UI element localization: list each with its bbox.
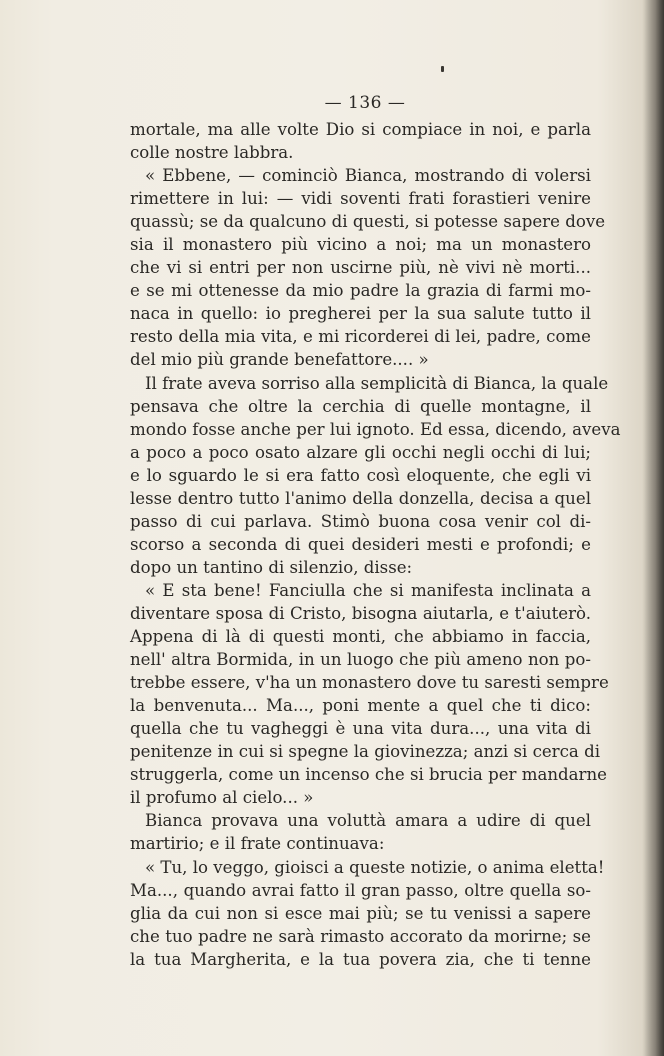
- text-line: nell' altra Bormida, in un luogo che più ameno non po-: [130, 650, 591, 670]
- text-line: mortale, ma alle volte Dio si compiace in noi, e parla: [130, 120, 591, 139]
- text-line: passo di cui parlava. Stimò buona cosa venir col di-: [130, 511, 591, 531]
- text-line: « Ebbene, — cominciò Bianca, mostrando di volersi: [145, 166, 591, 186]
- text-line: il profumo al cielo... »: [130, 788, 314, 808]
- text-line: Ma..., quando avrai fatto il gran passo, oltre quella so-: [130, 880, 591, 900]
- text-line: Appena di là di questi monti, che abbiamo in faccia,: [130, 627, 591, 647]
- text-line: struggerla, come un incenso che si brucia per mandarne: [130, 765, 607, 785]
- text-line: del mio più grande benefattore.... »: [130, 350, 429, 370]
- body-text: [130, 118, 621, 971]
- page-number: — 136 —: [324, 93, 406, 113]
- text-line: che vi si entri per non uscirne più, nè vivi nè morti...: [130, 258, 591, 278]
- text-line: Il frate aveva sorriso alla semplicità di Bianca, la quale: [145, 373, 609, 393]
- text-line: che tuo padre ne sarà rimasto accorato da morirne; se: [130, 926, 591, 946]
- text-line: a poco a poco osato alzare gli occhi negli occhi di lui;: [130, 442, 591, 462]
- text-line: la benvenuta... Ma..., poni mente a quel che ti dico:: [130, 696, 591, 716]
- ink-speck: [441, 66, 444, 72]
- text-line: colle nostre labbra.: [130, 143, 294, 163]
- text-line: penitenze in cui si spegne la giovinezza; anzi si cerca di: [130, 742, 601, 762]
- text-line: dopo un tantino di silenzio, disse:: [130, 557, 413, 577]
- text-line: sia il monastero più vicino a noi; ma un monastero: [130, 235, 591, 255]
- text-line: rimettere in lui: — vidi soventi frati forastieri venire: [130, 189, 591, 209]
- text-line: « E sta bene! Fanciulla che si manifesta inclinata a: [145, 580, 591, 600]
- page-edge-shadow: [642, 0, 664, 1056]
- text-line: « Tu, lo veggo, gioisci a queste notizie, o anima eletta!: [145, 857, 605, 877]
- text-line: resto della mia vita, e mi ricorderei di lei, padre, come: [130, 327, 591, 347]
- text-line: naca in quello: io pregherei per la sua salute tutto il: [130, 304, 591, 324]
- text-line: e lo sguardo le si era fatto così eloquente, che egli vi: [130, 465, 591, 485]
- text-line: e se mi ottenesse da mio padre la grazia di farmi mo-: [130, 281, 591, 301]
- text-line: Bianca provava una voluttà amara a udire di quel: [145, 811, 591, 831]
- text-line: mondo fosse anche per lui ignoto. Ed essa, dicendo, aveva: [130, 419, 621, 439]
- text-line: martirio; e il frate continuava:: [130, 834, 385, 854]
- text-line: glia da cui non si esce mai più; se tu venissi a sapere: [130, 903, 591, 923]
- text-line: scorso a seconda di quei desideri mesti e profondi; e: [130, 534, 591, 554]
- text-line: quassù; se da qualcuno di questi, si potesse sapere dove: [130, 212, 606, 232]
- text-line: diventare sposa di Cristo, bisogna aiutarla, e t'aiuterò.: [130, 603, 591, 623]
- text-line: quella che tu vagheggi è una vita dura..., una vita di: [130, 719, 591, 739]
- text-line: trebbe essere, v'ha un monastero dove tu saresti sempre: [130, 673, 609, 693]
- text-line: lesse dentro tutto l'animo della donzella, decisa a quel: [130, 488, 591, 508]
- text-line: la tua Margherita, e la tua povera zia, che ti tenne: [130, 949, 591, 969]
- text-line: pensava che oltre la cerchia di quelle montagne, il: [130, 396, 591, 416]
